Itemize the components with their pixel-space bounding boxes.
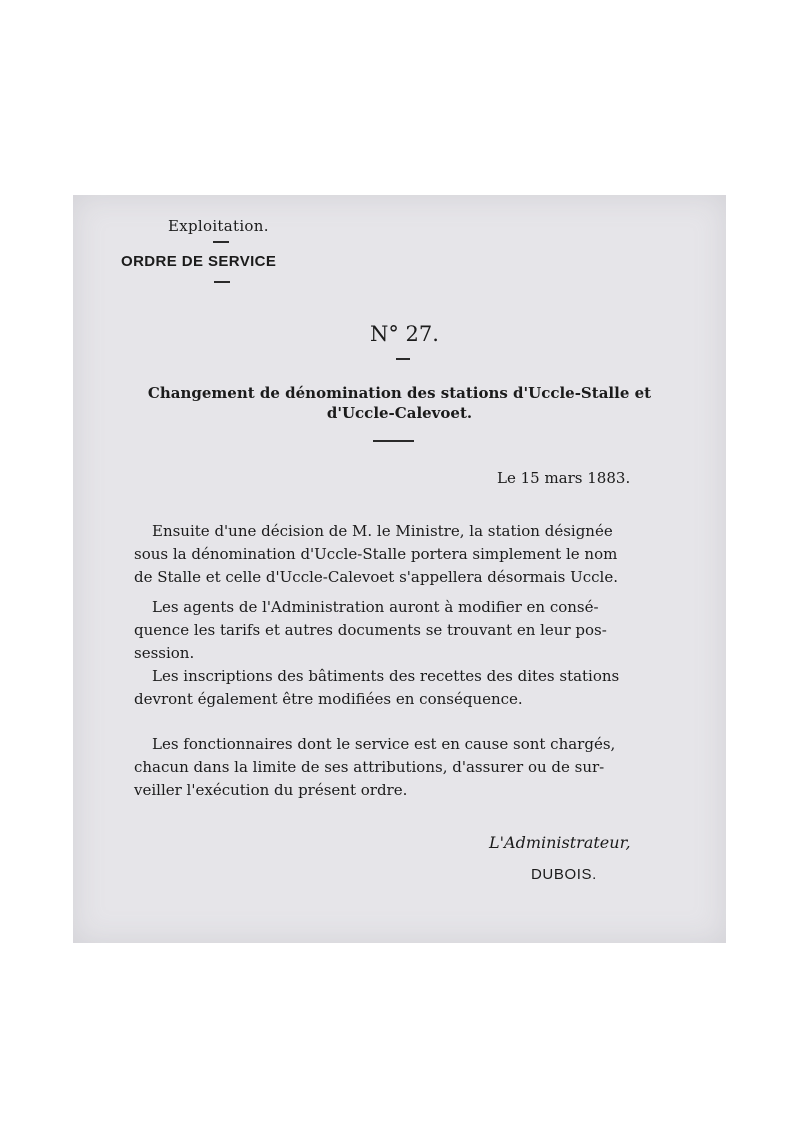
paragraph-line: veiller l'exécution du présent ordre. [134, 781, 408, 799]
paragraph-line: chacun dans la limite de ses attributions, d'assurer ou de sur- [134, 758, 605, 776]
paragraph-agents [134, 596, 607, 665]
order-number: N° 27. [370, 322, 439, 346]
subject-underline [373, 440, 414, 442]
signatory-role: L'Administrateur, [489, 833, 631, 852]
paragraph-decision [134, 520, 618, 589]
document-page [73, 195, 726, 943]
paragraph-line: de Stalle et celle d'Uccle-Calevoet s'appellera désormais Uccle. [134, 568, 618, 586]
paragraph-fonctionnaires [134, 733, 615, 802]
paragraph-line: Les inscriptions des bâtiments des recettes des dites stations [152, 667, 620, 685]
subject-line-1: Changement de dénomination des stations d'Uccle-Stalle et [147, 384, 652, 402]
paragraph-line: Ensuite d'une décision de M. le Ministre, la station désignée [152, 522, 613, 540]
separator-dash [396, 358, 410, 360]
paragraph-line: Les agents de l'Administration auront à modifier en consé- [152, 598, 599, 616]
department-label: Exploitation. [168, 217, 269, 235]
document-type-title: ORDRE DE SERVICE [121, 253, 277, 270]
order-date: Le 15 mars 1883. [497, 469, 631, 487]
paragraph-line: devront également être modifiées en conséquence. [134, 690, 523, 708]
subject-line-2: d'Uccle-Calevoet. [326, 404, 473, 422]
paragraph-line: sous la dénomination d'Uccle-Stalle portera simplement le nom [134, 545, 618, 563]
paragraph-line: quence les tarifs et autres documents se trouvant en leur pos- [134, 621, 607, 639]
paragraph-inscriptions [134, 665, 619, 711]
separator-dash [214, 281, 230, 283]
signatory-name: DUBOIS. [531, 866, 597, 883]
paragraph-line: session. [134, 644, 195, 662]
separator-dash [213, 241, 229, 243]
paragraph-line: Les fonctionnaires dont le service est en cause sont chargés, [152, 735, 616, 753]
